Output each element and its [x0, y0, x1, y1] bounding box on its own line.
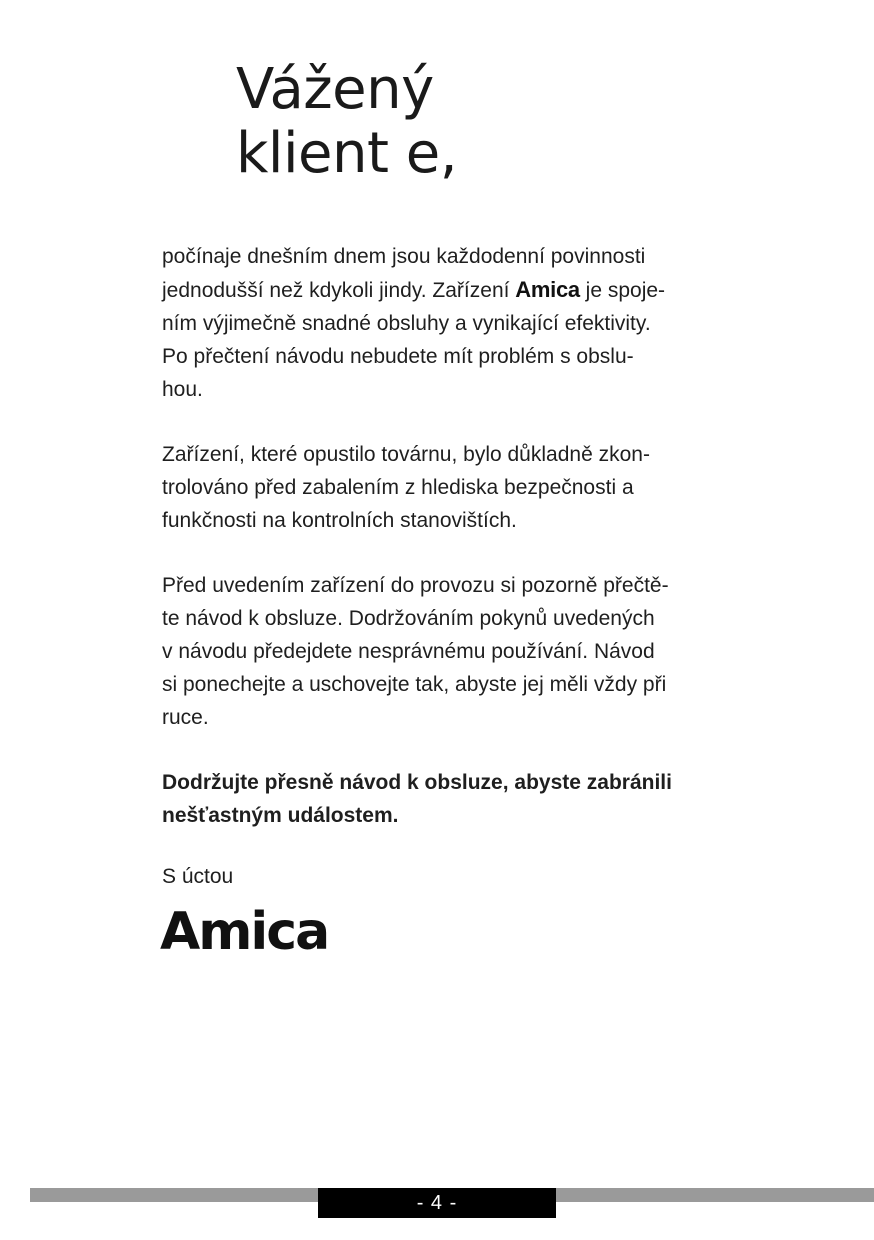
greeting-heading: [236, 58, 656, 186]
closing-salutation: S úctou: [162, 865, 234, 888]
inspection-line-1: Zařízení, které opustilo továrnu, bylo důkladně zkon-: [162, 443, 650, 466]
intro-line-3: ním výjimečně snadné obsluhy a vynikající efektivity.: [162, 312, 651, 335]
inspection-paragraph: [162, 438, 722, 537]
instructions-paragraph: [162, 569, 722, 734]
greeting-heading-line1: Vážený: [236, 57, 434, 122]
intro-line-2-text-before: jednodušší než kdykoli jindy. Zařízení: [162, 279, 516, 302]
intro-line-4: Po přečtení návodu nebudete mít problém s obslu-: [162, 345, 634, 368]
instructions-line-4: si ponechejte a uschovejte tak, abyste jej měli vždy při: [162, 673, 667, 696]
intro-paragraph: [162, 240, 722, 406]
intro-line-1: počínaje dnešním dnem jsou každodenní povinnosti: [162, 245, 646, 268]
intro-line-2: [162, 273, 722, 307]
instructions-line-2: te návod k obsluze. Dodržováním pokynů uvedených: [162, 607, 655, 630]
intro-line-2-text-after: je spoje-: [579, 279, 666, 302]
greeting-heading-line2: klient e,: [236, 121, 458, 186]
inline-brand-name: Amica: [515, 277, 580, 302]
intro-line-5: hou.: [162, 378, 203, 401]
letter-body: [162, 240, 722, 864]
inspection-line-2: trolováno před zabalením z hlediska bezpečnosti a: [162, 476, 634, 499]
warning-line-2: nešťastným událostem.: [162, 804, 399, 827]
warning-paragraph: [162, 766, 722, 832]
page-number: - 4 -: [318, 1188, 556, 1218]
warning-line-1: Dodržujte přesně návod k obsluze, abyste zabránili: [162, 771, 672, 794]
instructions-line-5: ruce.: [162, 706, 209, 729]
instructions-line-1: Před uvedením zařízení do provozu si pozorně přečtě-: [162, 574, 669, 597]
instructions-line-3: v návodu předejdete nesprávnému používání. Návod: [162, 640, 655, 663]
inspection-line-3: funkčnosti na kontrolních stanovištích.: [162, 509, 517, 532]
amica-logo: Amica: [160, 902, 329, 962]
